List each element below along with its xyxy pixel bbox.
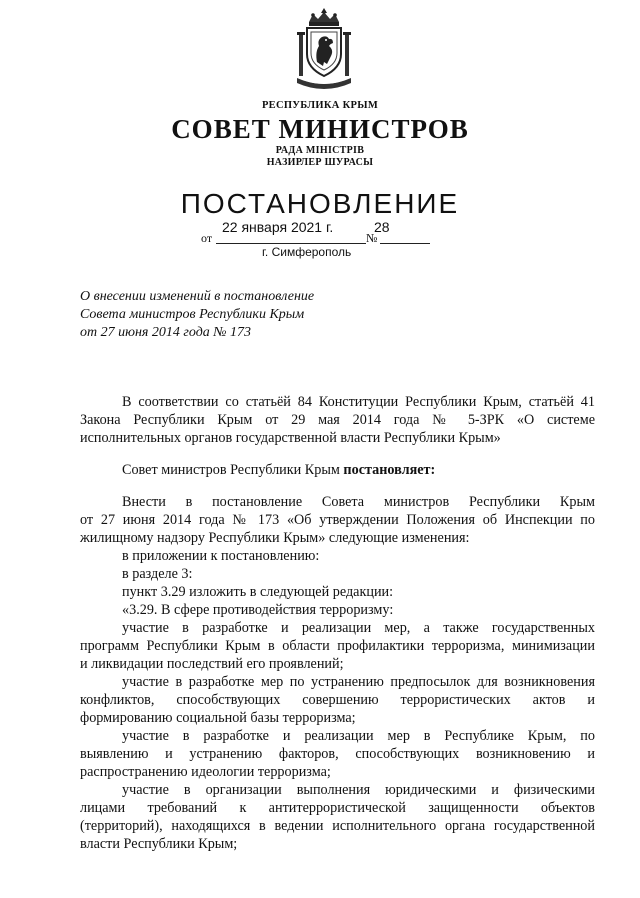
- resolution-line: [122, 461, 435, 479]
- body-line: В соответствии со статьёй 84 Конституции Республики Крым, статьёй 41: [122, 394, 595, 410]
- subject-line: О внесении изменений в постановление: [80, 289, 315, 304]
- body-line: выявлению и устранению факторов, способствующих возникновению и: [80, 746, 595, 762]
- body-line: программ Республики Крым в области профилактики терроризма, минимизации: [80, 638, 595, 654]
- republic-name: РЕСПУБЛИКА КРЫМ: [261, 100, 379, 111]
- council-name-ukrainian: РАДА МІНІСТРІВ: [275, 145, 365, 156]
- body-line: участие в разработке мер по устранению предпосылок для возникновения: [122, 674, 595, 690]
- decree-subject: [80, 288, 314, 342]
- body-line: лицами требований к антитеррористической защищенности объектов: [80, 800, 595, 816]
- body-line: участие в организации выполнения юридическими и физическими: [122, 782, 595, 798]
- date-from-label: от: [201, 231, 213, 245]
- body-line: участие в разработке и реализации мер в Республике Крым, по: [122, 728, 595, 744]
- council-name: СОВЕТ МИНИСТРОВ: [171, 114, 469, 144]
- number-underline: [380, 243, 430, 244]
- decree-title: ПОСТАНОВЛЕНИЕ: [180, 188, 460, 219]
- subject-line: от 27 июня 2014 года № 173: [80, 325, 251, 340]
- body-line: пункт 3.29 изложить в следующей редакции:: [122, 584, 394, 600]
- body-line: Внести в постановление Совета министров Республики Крым: [122, 494, 595, 510]
- body-line: участие в разработке и реализации мер, а также государственных: [122, 620, 595, 636]
- number-label: №: [366, 231, 378, 245]
- subject-line: Совета министров Республики Крым: [80, 307, 305, 322]
- council-name-crimean-tatar: НАЗИРЛЕР ШУРАСЫ: [266, 157, 374, 168]
- body-line: распространению идеологии терроризма;: [80, 764, 331, 780]
- body-line: в разделе 3:: [122, 566, 193, 582]
- decree-number: 28: [374, 219, 390, 235]
- resolution-verb: постановляет:: [343, 462, 436, 478]
- body-line: формированию социальной базы терроризма;: [80, 710, 356, 726]
- body-line: конфликтов, способствующих совершению террористических актов и: [80, 692, 595, 708]
- body-line: (территорий), находящихся в ведении исполнительного органа государственной: [80, 818, 595, 834]
- date-underline: [216, 243, 366, 244]
- body-line: в приложении к постановлению:: [122, 548, 320, 564]
- decree-date: 22 января 2021 г.: [222, 219, 334, 235]
- body-line: исполнительных органов государственной власти Республики Крым»: [80, 430, 501, 446]
- body-line: и ликвидации последствий его проявлений;: [80, 656, 344, 672]
- resolution-text: Совет министров Республики Крым: [122, 462, 344, 478]
- body-line: Закона Республики Крым от 29 мая 2014 года № 5-ЗРК «О системе: [80, 412, 595, 428]
- body-line: власти Республики Крым;: [80, 836, 238, 852]
- body-line: от 27 июня 2014 года № 173 «Об утверждении Положения об Инспекции по: [80, 512, 595, 528]
- body-line: жилищному надзору Республики Крым» следующие изменения:: [80, 530, 470, 546]
- city: г. Симферополь: [262, 245, 352, 259]
- body-line: «3.29. В сфере противодействия терроризму:: [122, 602, 394, 618]
- coat-of-arms-emblem: [293, 6, 355, 94]
